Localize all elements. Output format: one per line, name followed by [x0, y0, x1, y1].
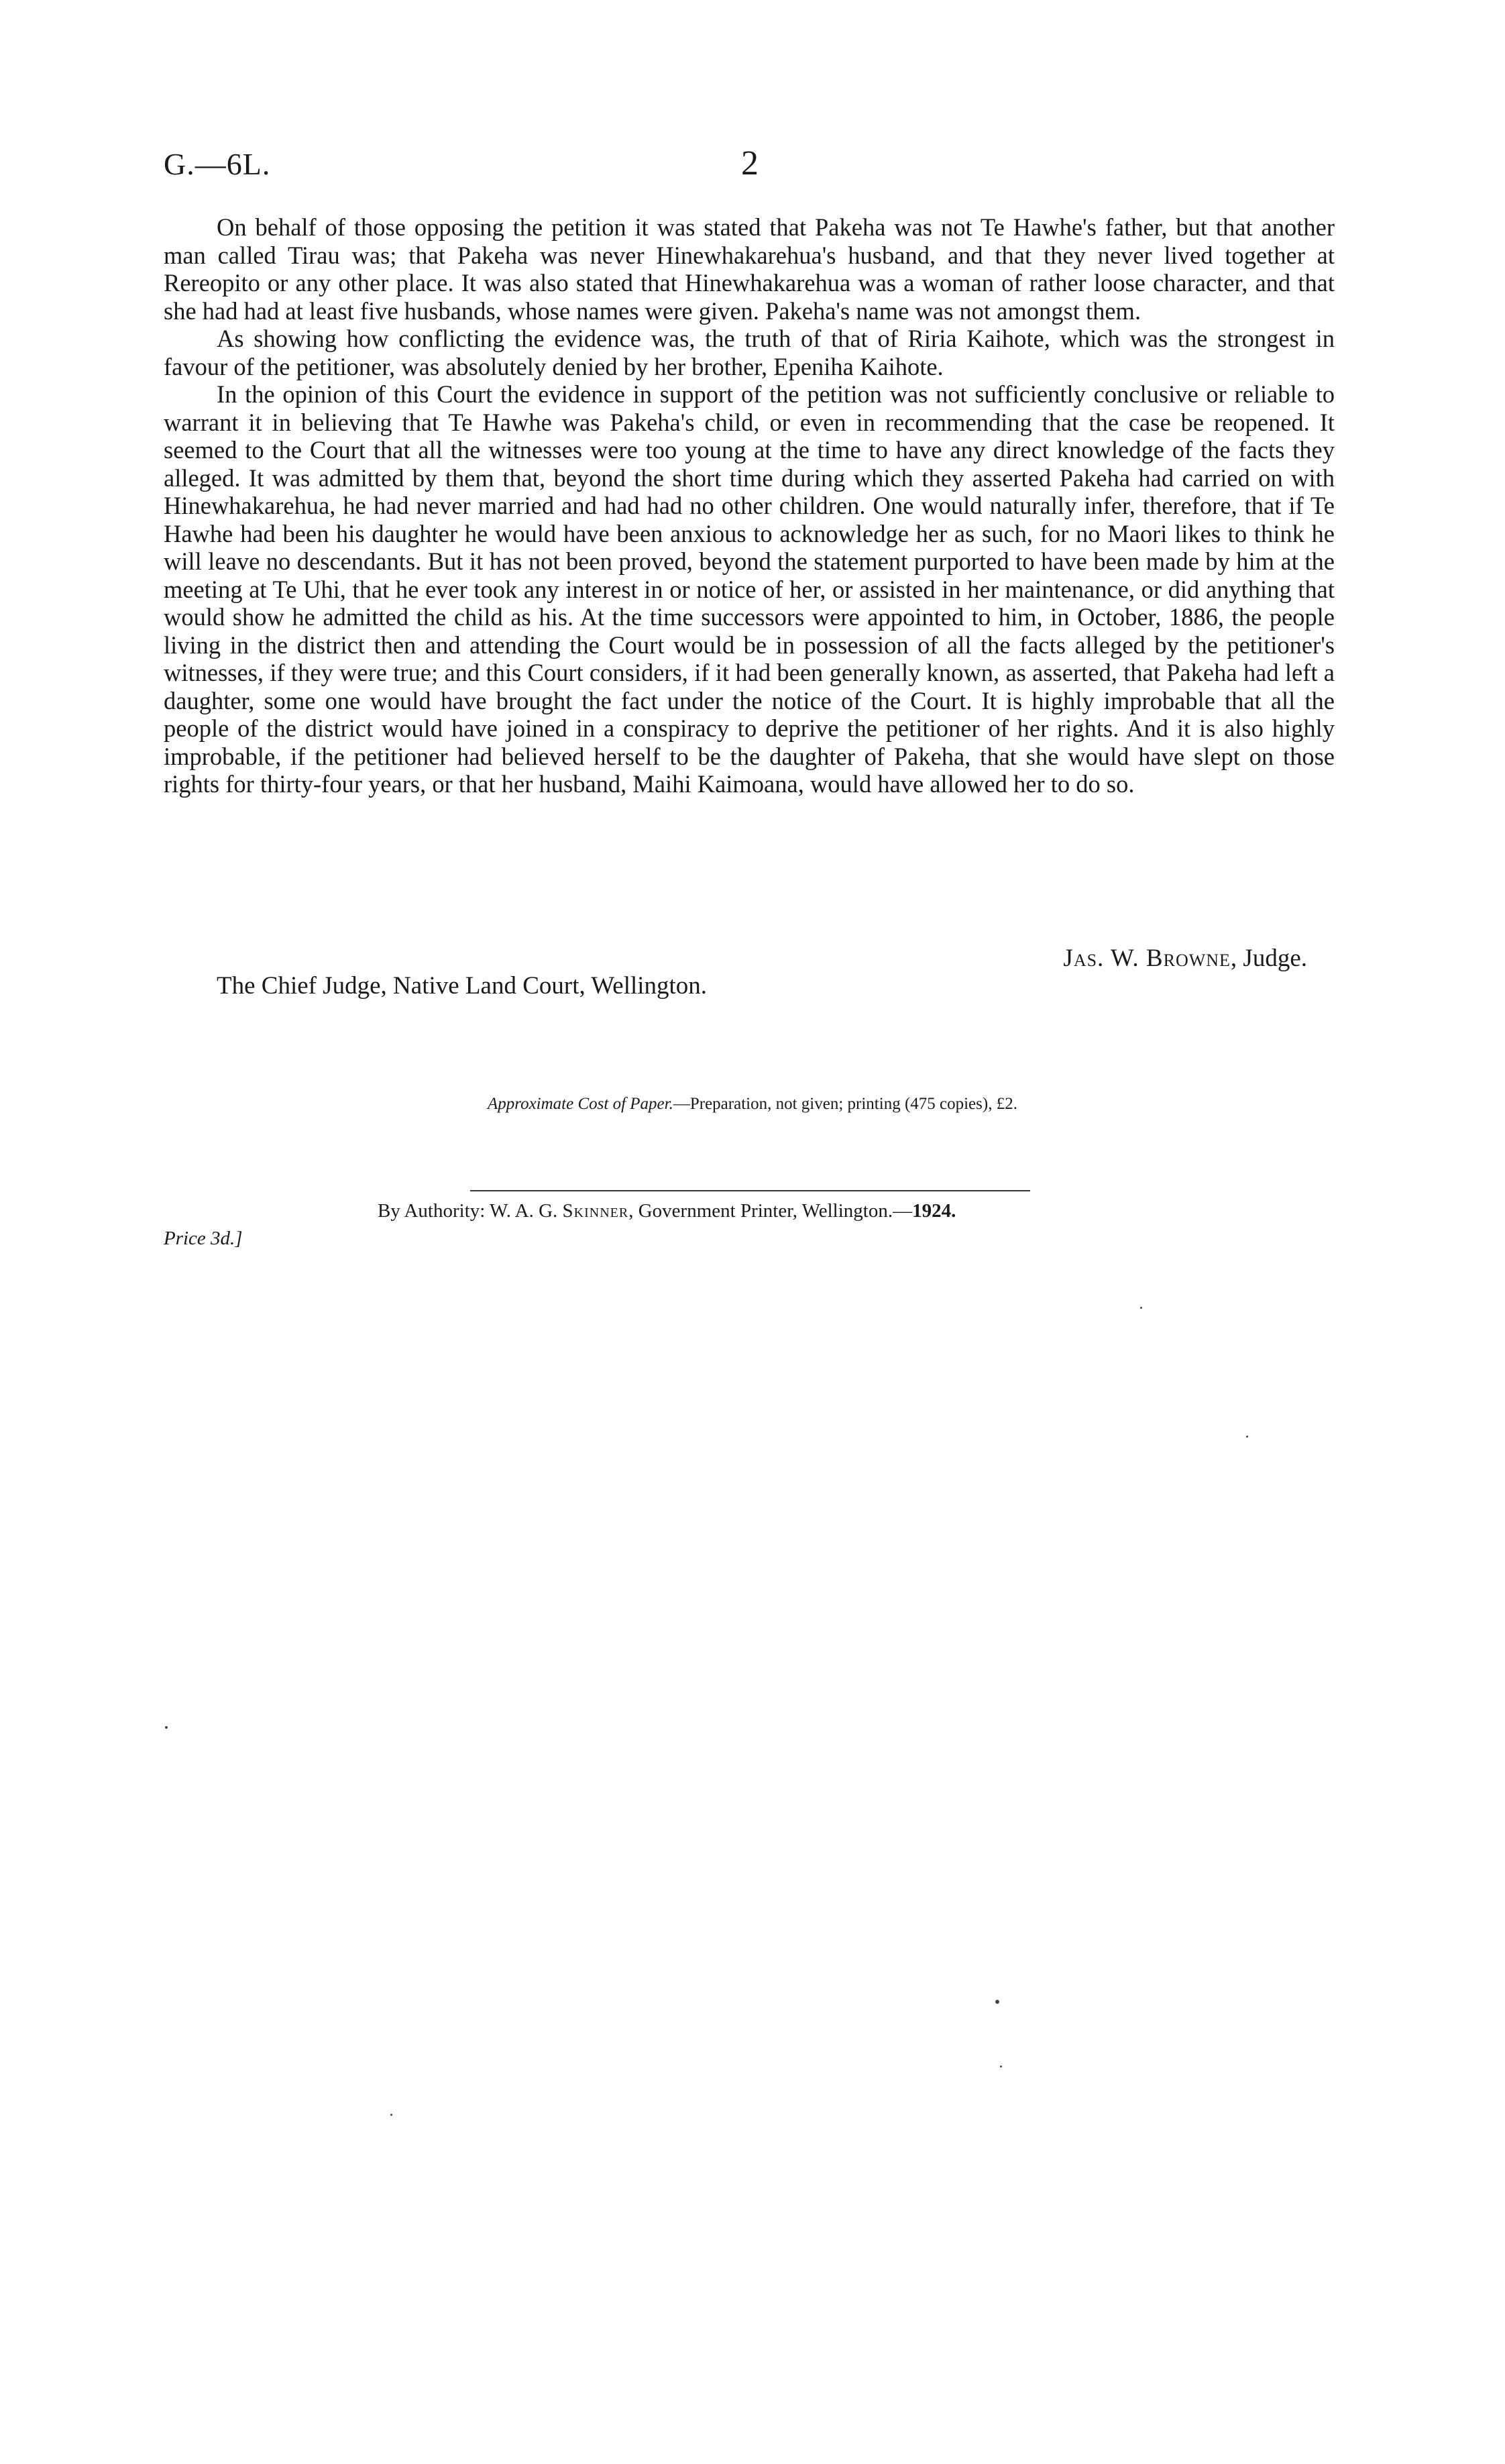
- imprint-suffix: , Government Printer, Wellington.—: [628, 1200, 913, 1222]
- addressee: The Chief Judge, Native Land Court, Wellington.: [217, 972, 708, 1000]
- imprint-prefix: By Authority: W. A. G.: [378, 1200, 563, 1222]
- cost-text: —Preparation, not given; printing (475 copies), £2.: [673, 1095, 1017, 1113]
- document-reference: G.—6L.: [164, 147, 271, 181]
- signature-surname: Browne: [1146, 945, 1231, 972]
- footer-divider: [470, 1190, 1030, 1191]
- imprint-year: 1924.: [912, 1200, 956, 1222]
- signature-title: , Judge.: [1230, 945, 1307, 972]
- body-text: [164, 213, 1335, 798]
- cost-of-paper-note: [0, 1095, 1505, 1114]
- page-number: 2: [741, 144, 759, 182]
- scan-speck: [1246, 1436, 1248, 1438]
- printer-imprint: [378, 1199, 956, 1222]
- paragraph-opposition-statement: On behalf of those opposing the petition it was stated that Pakeha was not Te Hawhe's father, but that another man called Tirau was; that Pakeha was never Hinewhakarehua's husband, and that they never lived together at Rereopito or any other place. It was also stated that Hinewhakarehua was a woman of rather loose character, and that she had had at least five husbands, whose names were given. Pakeha's name was not amongst them.: [164, 213, 1335, 325]
- paragraph-conflicting-evidence: As showing how conflicting the evidence was, the truth of that of Riria Kaihote, which was the strongest in favour of the petitioner, was absolutely denied by her brother, Epeniha Kaihote.: [164, 325, 1335, 380]
- scan-speck: [390, 2114, 392, 2116]
- judge-signature: [1063, 945, 1307, 973]
- scan-speck: [165, 1726, 168, 1729]
- scan-speck: [1000, 2066, 1002, 2068]
- paragraph-court-opinion: In the opinion of this Court the evidence in support of the petition was not sufficiently conclusive or reliable to warrant it in believing that Te Hawhe was Pakeha's child, or even in recommending that the case be reopened. It seemed to the Court that all the witnesses were too young at the time to have any direct knowledge of the facts they alleged. It was admitted by them that, beyond the short time during which they asserted Pakeha had carried on with Hinewhakarehua, he had never married and had had no other children. One would naturally infer, therefore, that if Te Hawhe had been his daughter he would have been anxious to acknowledge her as such, for no Maori likes to think he will leave no descendants. But it has not been proved, beyond the statement purported to have been made by him at the meeting at Te Uhi, that he ever took any interest in or notice of her, or assisted in her maintenance, or did anything that would show he admitted the child as his. At the time successors were appointed to him, in October, 1886, the people living in the district then and attending the Court would be in possession of all the facts alleged by the petitioner's witnesses, if they were true; and this Court considers, if it had been generally known, as asserted, that Pakeha had left a daughter, some one would have brought the fact under the notice of the Court. It is highly improbable that all the people of the district would have joined in a conspiracy to deprive the petitioner of her rights. And it is also highly improbable, if the petitioner had believed herself to be the daughter of Pakeha, that she would have slept on those rights for thirty-four years, or that her husband, Maihi Kaimoana, would have allowed her to do so.: [164, 380, 1335, 798]
- signature-name-prefix: Jas. W.: [1063, 945, 1146, 972]
- scan-speck: [1140, 1307, 1142, 1309]
- imprint-printer: Skinner: [562, 1200, 629, 1222]
- cost-label: Approximate Cost of Paper.: [488, 1095, 673, 1113]
- price: Price 3d.]: [164, 1228, 243, 1249]
- scan-speck: [995, 2000, 999, 2004]
